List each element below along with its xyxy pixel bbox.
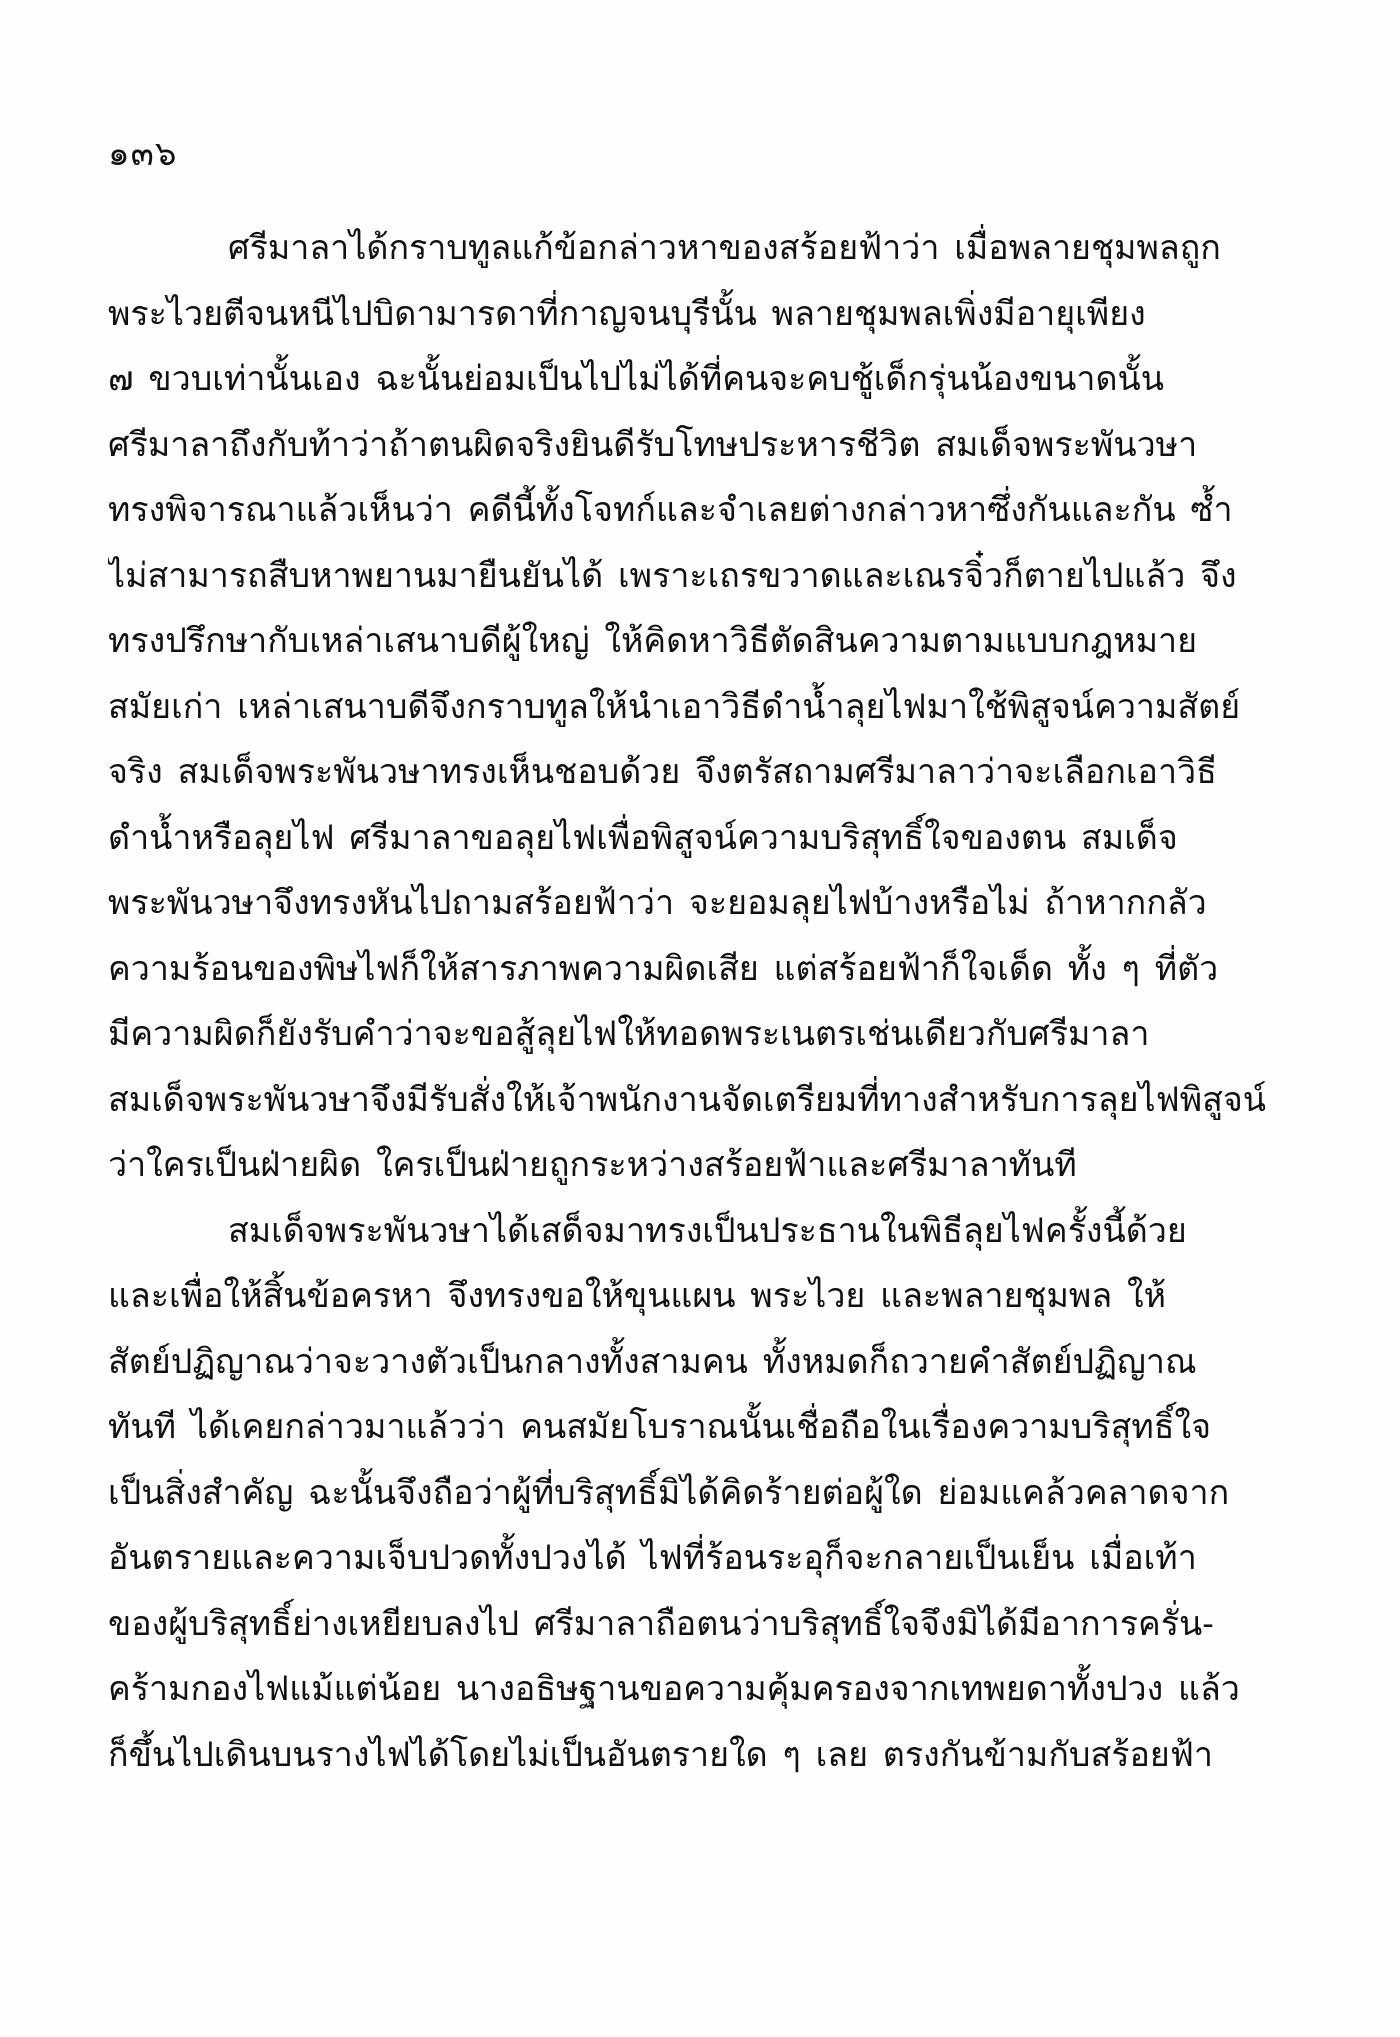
- text-line: อันตรายและความเจ็บปวดทั้งปวงได้ ไฟที่ร้อนระอุก็จะกลายเป็นเย็น เมื่อเท้า: [108, 1538, 1197, 1578]
- body-text: [108, 216, 1278, 1788]
- page-number: ๑๓๖: [108, 134, 178, 174]
- text-line: และเพื่อให้สิ้นข้อครหา จึงทรงขอให้ขุนแผน พระไวย และพลายชุมพล ให้: [108, 1276, 1166, 1316]
- text-line: ของผู้บริสุทธิ์ย่างเหยียบลงไป ศรีมาลาถือตนว่าบริสุทธิ์ใจจึงมิได้มีอาการครั่น-: [108, 1603, 1214, 1644]
- text-line: ทรงปรึกษากับเหล่าเสนาบดีผู้ใหญ่ ให้คิดหาวิธีตัดสินความตามแบบกฎหมาย: [108, 621, 1198, 661]
- text-line: เป็นสิ่งสำคัญ ฉะนั้นจึงถือว่าผู้ที่บริสุทธิ์มิได้คิดร้ายต่อผู้ใด ย่อมแคล้วคลาดจาก: [108, 1472, 1230, 1513]
- text-line: มีความผิดก็ยังรับคำว่าจะขอสู้ลุยไฟให้ทอดพระเนตรเช่นเดียวกับศรีมาลา: [108, 1014, 1150, 1054]
- text-line: สัตย์ปฏิญาณว่าจะวางตัวเป็นกลางทั้งสามคน ทั้งหมดก็ถวายคำสัตย์ปฏิญาณ: [108, 1341, 1197, 1382]
- text-line: ทันที ได้เคยกล่าวมาแล้วว่า คนสมัยโบราณนั้นเชื่อถือในเรื่องความบริสุทธิ์ใจ: [108, 1407, 1212, 1447]
- text-line: ไม่สามารถสืบหาพยานมายืนยันได้ เพราะเถรขวาดและเณรจิ๋วก็ตายไปแล้ว จึง: [108, 555, 1237, 596]
- text-line: ว่าใครเป็นฝ่ายผิด ใครเป็นฝ่ายถูกระหว่างสร้อยฟ้าและศรีมาลาทันที: [108, 1145, 1077, 1185]
- text-line: ทรงพิจารณาแล้วเห็นว่า คดีนี้ทั้งโจทก์และจำเลยต่างกล่าวหาซึ่งกันและกัน ซ้ำ: [108, 490, 1233, 530]
- text-line: พระไวยตีจนหนีไปบิดามารดาที่กาญจนบุรีนั้น พลายชุมพลเพิ่งมีอายุเพียง: [108, 293, 1146, 334]
- text-line: ความร้อนของพิษไฟก็ให้สารภาพความผิดเสีย แต่สร้อยฟ้าก็ใจเด็ด ทั้ง ๆ ที่ตัว: [108, 948, 1219, 989]
- text-line: ศรีมาลาได้กราบทูลแก้ข้อกล่าวหาของสร้อยฟ้าว่า เมื่อพลายชุมพลถูก: [228, 228, 1221, 268]
- text-line: ๗ ขวบเท่านั้นเอง ฉะนั้นย่อมเป็นไปไม่ได้ที่คนจะคบชู้เด็กรุ่นน้องขนาดนั้น: [108, 359, 1165, 399]
- text-line: สมเด็จพระพันวษาได้เสด็จมาทรงเป็นประธานในพิธีลุยไฟครั้งนี้ด้วย: [228, 1210, 1187, 1251]
- text-line: ก็ขึ้นไปเดินบนรางไฟได้โดยไม่เป็นอันตรายใด ๆ เลย ตรงกันข้ามกับสร้อยฟ้า: [108, 1734, 1214, 1775]
- text-line: สมเด็จพระพันวษาจึงมีรับสั่งให้เจ้าพนักงานจัดเตรียมที่ทางสำหรับการลุยไฟพิสูจน์: [108, 1079, 1267, 1120]
- text-line: สมัยเก่า เหล่าเสนาบดีจึงกราบทูลให้นำเอาวิธีดำน้ำลุยไฟมาใช้พิสูจน์ความสัตย์: [108, 686, 1241, 727]
- text-line: ศรีมาลาถึงกับท้าว่าถ้าตนผิดจริงยินดีรับโทษประหารชีวิต สมเด็จพระพันวษา: [108, 424, 1198, 465]
- text-line: จริง สมเด็จพระพันวษาทรงเห็นชอบด้วย จึงตรัสถามศรีมาลาว่าจะเลือกเอาวิธี: [108, 752, 1217, 792]
- text-line: พระพันวษาจึงทรงหันไปถามสร้อยฟ้าว่า จะยอมลุยไฟบ้างหรือไม่ ถ้าหากกลัว: [108, 883, 1207, 923]
- text-line: คร้ามกองไฟแม้แต่น้อย นางอธิษฐานขอความคุ้มครองจากเทพยดาทั้งปวง แล้ว: [108, 1669, 1240, 1709]
- text-line: ดำน้ำหรือลุยไฟ ศรีมาลาขอลุยไฟเพื่อพิสูจน์ความบริสุทธิ์ใจของตน สมเด็จ: [108, 817, 1178, 858]
